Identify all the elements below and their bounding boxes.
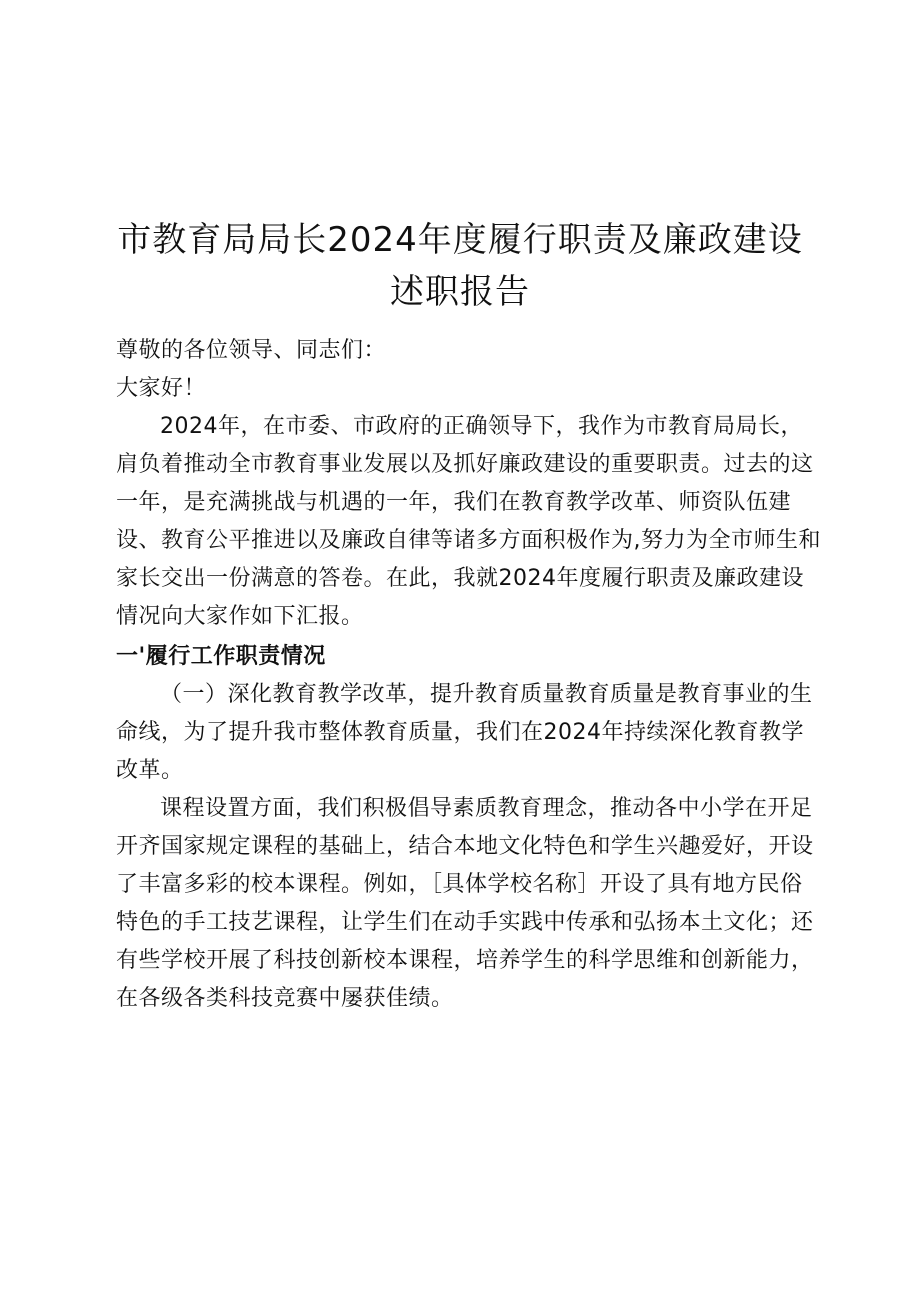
document-body xyxy=(116,332,822,1018)
subsection-paragraph: （一）深化教育教学改革，提升教育质量教育质量是教育事业的生命线，为了提升我市整体教育质量，我们在2024年持续深化教育教学改革。 xyxy=(116,682,813,783)
document-title: 市教育局局长2024年度履行职责及廉政建设述职报告 xyxy=(117,220,803,312)
section-heading: 一'履行工作职责情况 xyxy=(116,644,326,669)
greeting: 大家好！ xyxy=(116,376,207,401)
salutation: 尊敬的各位领导、同志们： xyxy=(116,338,387,363)
curriculum-paragraph: 课程设置方面，我们积极倡导素质教育理念，推动各中小学在开足开齐国家规定课程的基础上，结合本地文化特色和学生兴趣爱好，开设了丰富多彩的校本课程。例如，［具体学校名称］开设了具有地方民俗特色的手工技艺课程，让学生们在动手实践中传承和弘扬本土文化；还有些学校开展了科技创新校本课程，培养学生的科学思维和创新能力，在各级各类科技竞赛中屡获佳绩。 xyxy=(116,796,814,1011)
intro-paragraph: 2024年，在市委、市政府的正确领导下，我作为市教育局局长，肩负着推动全市教育事业发展以及抓好廉政建设的重要职责。过去的这一年，是充满挑战与机遇的一年，我们在教育教学改革、师资队伍建设、教育公平推进以及廉政自律等诸多方面积极作为,努力为全市师生和家长交出一份满意的答卷。在此，我就2024年度履行职责及廉政建设情况向大家作如下汇报。 xyxy=(116,414,821,629)
